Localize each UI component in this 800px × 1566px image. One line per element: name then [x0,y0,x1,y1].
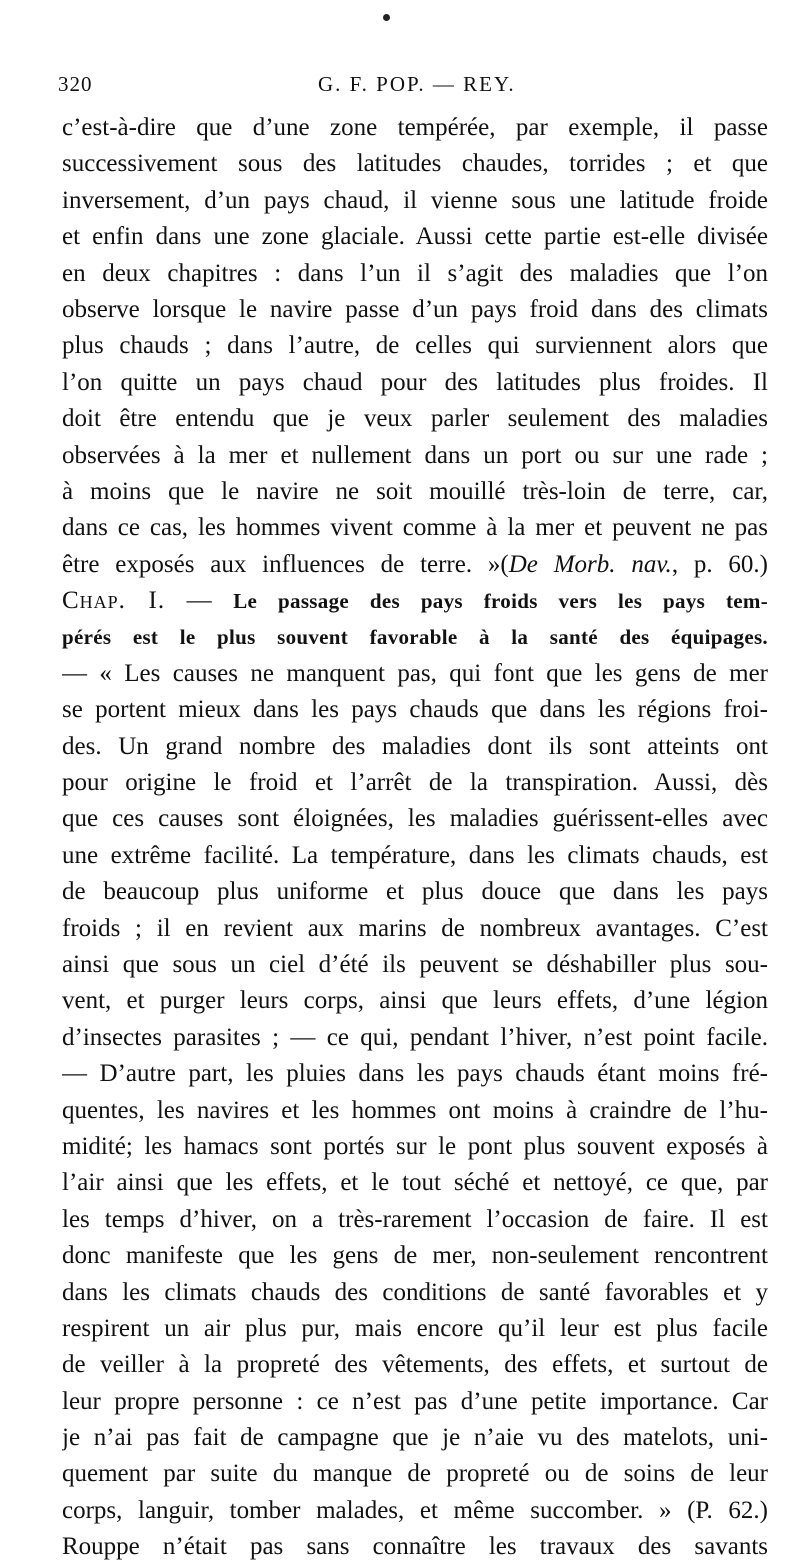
text-line: se portent mieux dans les pays chauds que dans les régions froi- [62,696,768,724]
chapter-label: Chap. I. [62,587,166,615]
chapter-heading-part1: Le passage des pays froids vers les pays tem- [233,589,768,614]
text-line: quement par suite du manque de propreté ou de soins de leur [62,1460,768,1488]
text-line: — D’autre part, les pluies dans les pays chauds étant moins fré- [62,1060,768,1088]
text-line: Rouppe n’était pas sans connaître les travaux des savants [62,1533,768,1561]
text-line: observe lorsque le navire passe d’un pays froid dans des climats [62,295,768,323]
text-line: une extrême facilité. La température, dans les climats chauds, est [62,841,768,869]
text-line: d’insectes parasites ; — ce qui, pendant l’hiver, n’est point facile. [62,1023,768,1051]
text-line: en deux chapitres : dans l’un il s’agit des maladies que l’on [62,259,768,287]
text-line: que ces causes sont éloignées, les maladies guérissent-elles avec [62,805,768,833]
citation-line [62,547,768,583]
chapter-heading-part2: pérés est le plus souvent favorable à la santé des équipages. [62,625,768,650]
ink-dot [383,14,390,21]
text-line: plus chauds ; dans l’autre, de celles qui surviennent alors que [62,332,768,360]
text-line: corps, languir, tomber malades, et même succomber. » (P. 62.) [62,1496,768,1524]
text-line: ainsi que sous un ciel d’été ils peuvent se déshabiller plus sou- [62,950,768,978]
chapter-dash: — [165,587,234,615]
text-line: — « Les causes ne manquent pas, qui font que les gens de mer [62,659,768,687]
text-line: je n’ai pas fait de campagne que je n’aie vu des matelots, uni- [62,1424,768,1452]
text-line: observées à la mer et nullement dans un port ou sur une rade ; [62,441,768,469]
text-line: midité; les hamacs sont portés sur le pont plus souvent exposés à [62,1132,768,1160]
text-line: doit être entendu que je veux parler seulement des maladies [62,405,768,433]
text-line: respirent un air plus pur, mais encore qu’il leur est plus facile [62,1314,768,1342]
running-head [58,72,768,102]
text-line: dans les climats chauds des conditions de santé favorables et y [62,1278,768,1306]
chapter-heading-line [62,619,768,655]
page-number: 320 [58,72,93,96]
text-line: quentes, les navires et les hommes ont moins à craindre de l’hu- [62,1096,768,1124]
citation-open: ( [500,550,509,578]
text-line-end: être exposés aux influences de terre. » [62,550,501,578]
text-line: froids ; il en revient aux marins de nombreux avantages. C’est [62,914,768,942]
text-line: de beaucoup plus uniforme et plus douce que dans les pays [62,878,768,906]
text-line: donc manifeste que les gens de mer, non-seulement rencontrent [62,1242,768,1270]
citation-page: , p. 60.) [671,550,768,578]
text-line: leur propre personne : ce n’est pas d’une petite importance. Car [62,1387,768,1415]
text-line: à moins que le navire ne soit mouillé très-loin de terre, car, [62,477,768,505]
text-line: pour origine le froid et l’arrêt de la transpiration. Aussi, dès [62,769,768,797]
text-line: inversement, d’un pays chaud, il vienne sous une latitude froide [62,186,768,214]
text-line: et enfin dans une zone glaciale. Aussi cette partie est-elle divisée [62,223,768,251]
text-line: successivement sous des latitudes chaudes, torrides ; et que [62,150,768,178]
chapter-heading-line [62,583,768,619]
text-line: de veiller à la propreté des vêtements, des effets, et surtout de [62,1351,768,1379]
text-line: vent, et purger leurs corps, ainsi que leurs effets, d’une légion [62,987,768,1015]
text-line: les temps d’hiver, on a très-rarement l’occasion de faire. Il est [62,1205,768,1233]
text-line: des. Un grand nombre des maladies dont ils sont atteints ont [62,732,768,760]
running-title: G. F. POP. — REY. [318,72,516,96]
text-line: l’on quitte un pays chaud pour des latitudes plus froides. Il [62,368,768,396]
text-line: c’est-à-dire que d’une zone tempérée, par exemple, il passe [62,114,768,141]
body-text [62,110,768,1566]
text-line: dans ce cas, les hommes vivent comme à la mer et peuvent ne pas [62,514,768,542]
citation-title: De Morb. nav. [508,550,672,578]
text-line: l’air ainsi que les effets, et le tout séché et nettoyé, ce que, par [62,1169,768,1197]
